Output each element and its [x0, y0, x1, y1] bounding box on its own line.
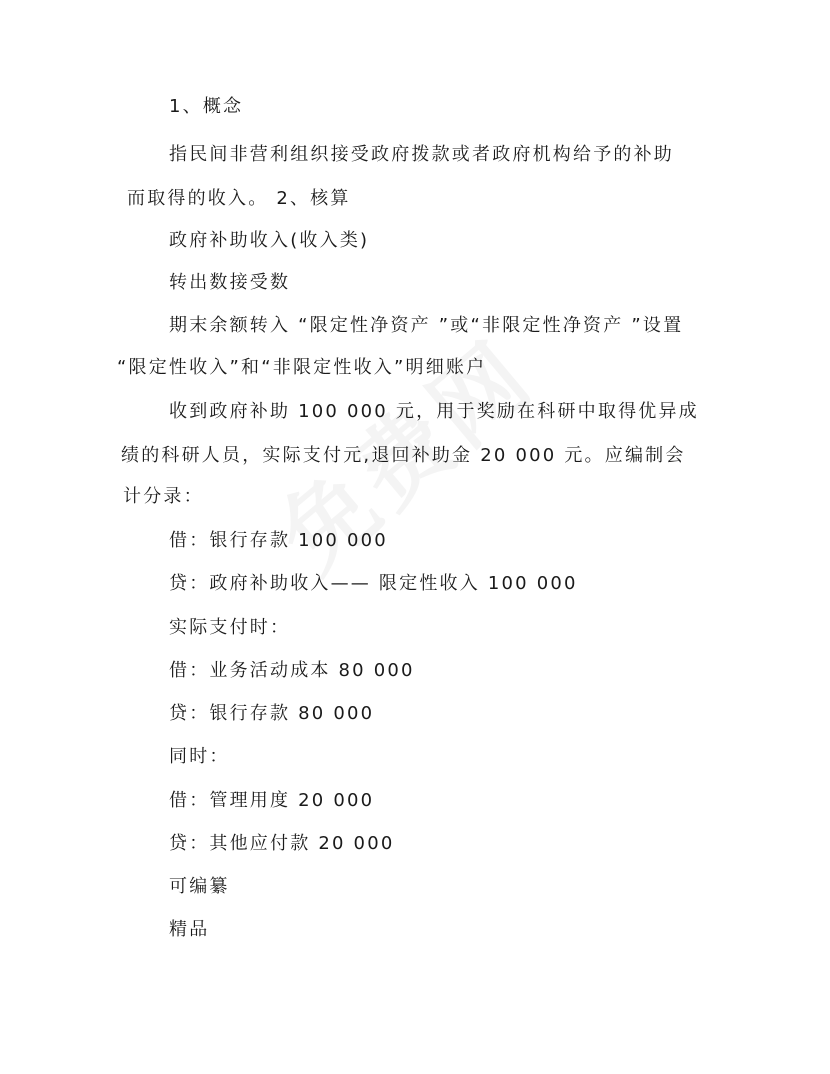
paragraph-line: 计分录： [123, 486, 204, 507]
footer-note: 可编纂 [169, 876, 230, 897]
paragraph-line: “限定性收入”和“非限定性收入”明细账户 [117, 357, 487, 378]
journal-entry-line: 贷：政府补助收入—— 限定性收入 100 000 [169, 573, 578, 594]
paragraph-line: 实际支付时： [169, 617, 291, 638]
heading-concept: 1、概念 [169, 96, 244, 117]
paragraph-line: 转出数接受数 [169, 272, 291, 293]
paragraph-line: 绩的科研人员，实际支付元,退回补助金 20 000 元。应编制会 [121, 445, 686, 466]
paragraph-line: 收到政府补助 100 000 元，用于奖励在科研中取得优异成 [169, 401, 699, 422]
paragraph-line: 同时： [169, 746, 230, 767]
footer-note: 精品 [169, 919, 210, 940]
journal-entry-line: 借：银行存款 100 000 [169, 530, 388, 551]
journal-entry-line: 借：管理用度 20 000 [169, 790, 375, 811]
paragraph-line: 指民间非营利组织接受政府拨款或者政府机构给予的补助 [169, 144, 674, 165]
paragraph-line: 政府补助收入(收入类) [169, 230, 370, 251]
paragraph-line: 期末余额转入 “限定性净资产 ”或“非限定性净资产 ”设置 [169, 315, 684, 336]
paragraph-line: 而取得的收入。 2、核算 [127, 188, 351, 209]
journal-entry-line: 借：业务活动成本 80 000 [169, 660, 415, 681]
journal-entry-line: 贷：其他应付款 20 000 [169, 833, 395, 854]
journal-entry-line: 贷：银行存款 80 000 [169, 703, 375, 724]
